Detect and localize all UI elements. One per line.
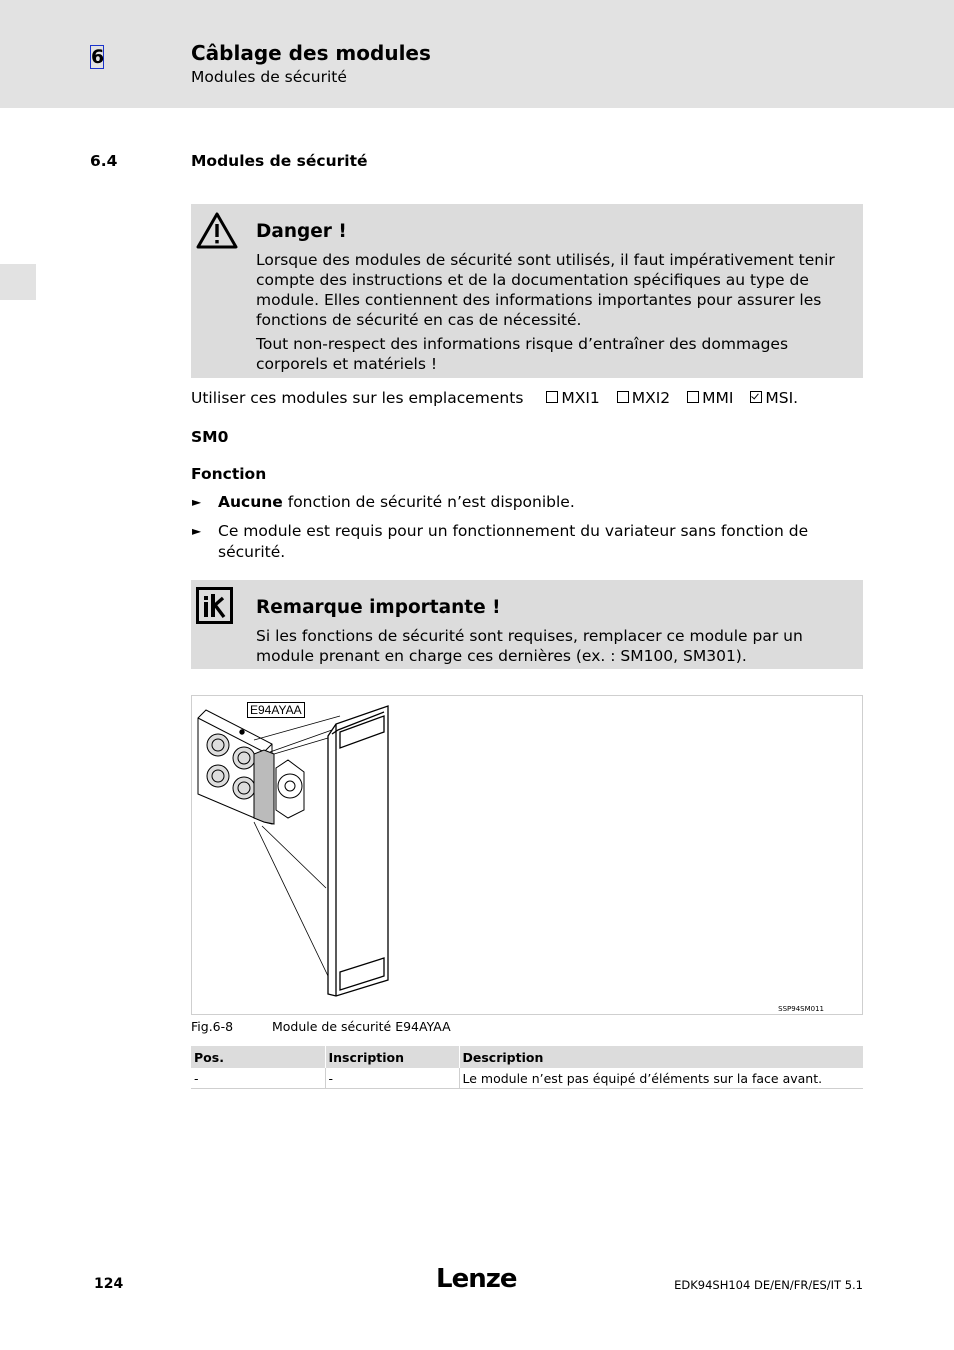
- chapter-subtitle: Modules de sécurité: [191, 68, 347, 86]
- slot-label-mxi2: MXI2: [631, 389, 671, 407]
- checkbox-mxi1: [546, 391, 558, 403]
- chapter-title: Câblage des modules: [191, 41, 431, 65]
- table-cell-description: Le module n’est pas équipé d’éléments sur la face avant.: [459, 1068, 863, 1089]
- chapter-number: 6: [91, 46, 105, 68]
- function-bullet-1: [218, 492, 858, 512]
- danger-paragraph-1: Lorsque des modules de sécurité sont utilisés, il faut impérativement tenir compte des instructions et de la documentation spécifiques au type de module. Elles contiennent des informations importantes pour assurer les fonctions de sécurité en cas de nécessité.: [256, 251, 835, 329]
- checkbox-mmi: [687, 391, 699, 403]
- table-header-pos: Pos.: [191, 1046, 325, 1068]
- table-cell-pos: -: [191, 1068, 325, 1089]
- table-header-description: Description: [459, 1046, 863, 1068]
- checkbox-mxi2: [617, 391, 629, 403]
- danger-box: [191, 204, 863, 378]
- function-heading: Fonction: [191, 465, 267, 483]
- function-bullet-1-rest: fonction de sécurité n’est disponible.: [282, 493, 575, 511]
- chapter-side-tab: [0, 264, 36, 300]
- function-bullet-2: Ce module est requis pour un fonctionnement du variateur sans fonction de sécurité.: [218, 522, 809, 561]
- table-header-row: [191, 1046, 863, 1068]
- danger-title: Danger !: [256, 221, 347, 242]
- section-number: 6.4: [90, 152, 118, 170]
- slot-intro: Utiliser ces modules sur les emplacements: [191, 389, 524, 407]
- info-icon: [196, 587, 233, 624]
- bullet-arrow-icon: ►: [192, 524, 202, 538]
- figure-caption-number: Fig.6-8: [191, 1019, 234, 1034]
- checkbox-msi: [750, 391, 762, 403]
- document-reference: EDK94SH104 DE/EN/FR/ES/IT 5.1: [674, 1278, 863, 1292]
- danger-paragraph-2: Tout non-respect des informations risque d’entraîner des dommages corporels et matériels !: [256, 335, 789, 373]
- slot-usage-line: [191, 388, 798, 408]
- header-band: [0, 0, 954, 108]
- bullet-arrow-icon: ►: [192, 495, 202, 509]
- figure-frame: [191, 695, 863, 1015]
- element-table: [191, 1046, 863, 1089]
- table-row: [191, 1068, 863, 1089]
- note-box: [191, 580, 863, 669]
- figure-caption-text: Module de sécurité E94AYAA: [272, 1019, 451, 1034]
- warning-triangle-icon: [196, 212, 238, 249]
- module-name: SM0: [191, 428, 229, 446]
- image-code: SSP94SM011: [778, 1005, 824, 1013]
- section-title: Modules de sécurité: [191, 152, 368, 170]
- part-label: E94AYAA: [247, 702, 305, 718]
- note-text: Si les fonctions de sécurité sont requises, remplacer ce module par un module prenant en charge ces dernières (ex. : SM100, SM301).: [256, 627, 803, 665]
- table-header-inscription: Inscription: [325, 1046, 459, 1068]
- slot-label-msi: MSI.: [765, 389, 799, 407]
- slot-label-mxi1: MXI1: [561, 389, 600, 407]
- note-title: Remarque importante !: [256, 597, 501, 618]
- module-illustration: [192, 696, 861, 1013]
- lenze-logo: Lenze: [436, 1264, 517, 1294]
- table-cell-inscription: -: [325, 1068, 459, 1089]
- slot-label-mmi: MMI: [702, 389, 734, 407]
- function-bullet-1-bold: Aucune: [218, 493, 283, 511]
- page-number: 124: [94, 1276, 124, 1292]
